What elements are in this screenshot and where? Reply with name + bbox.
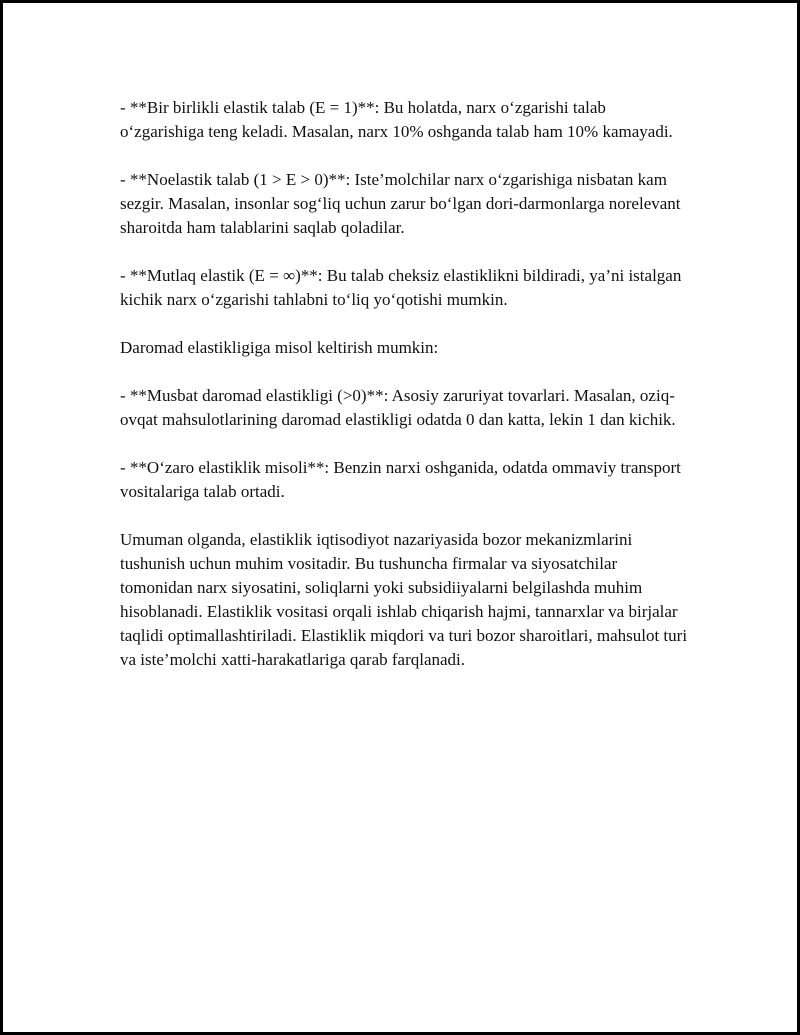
paragraph-inelastic-demand: - **Noelastik talab (1 > E > 0)**: Iste’molchilar narx o‘zgarishiga nisbatan kam sezgir. Masalan, insonlar sog‘liq uchun zarur bo‘lgan dori-darmonlarga norelevant sharoitda ham talablarini saqlab qoladilar. (120, 170, 681, 237)
document-body (120, 96, 690, 696)
paragraph-positive-income-elasticity: - **Musbat daromad elastikligi (>0)**: Asosiy zaruriyat tovarlari. Masalan, oziq-ovqat mahsulotlarining daromad elastikligi odatda 0 dan katta, lekin 1 dan kichik. (120, 386, 676, 429)
paragraph-income-elasticity-intro: Daromad elastikligiga misol keltirish mumkin: (120, 338, 439, 357)
paragraph-perfectly-elastic: - **Mutlaq elastik (E = ∞)**: Bu talab cheksiz elastiklikni bildiradi, ya’ni istalgan kichik narx o‘zgarishi tahlabni to‘liq yo‘qotishi mumkin. (120, 266, 682, 309)
paragraph-cross-elasticity: - **O‘zaro elastiklik misoli**: Benzin narxi oshganida, odatda ommaviy transport vositalariga talab ortadi. (120, 458, 681, 501)
paragraph-unit-elastic-demand: - **Bir birlikli elastik talab (E = 1)**: Bu holatda, narx o‘zgarishi talab o‘zgarishiga teng keladi. Masalan, narx 10% oshganda talab ham 10% kamayadi. (120, 98, 673, 141)
paragraph-conclusion: Umuman olganda, elastiklik iqtisodiyot nazariyasida bozor mekanizmlarini tushunish uchun muhim vositadir. Bu tushuncha firmalar va siyosatchilar tomonidan narx siyosatini, soliqlarni yoki subsidiiyalarni belgilashda muhim hisoblanadi. Elastiklik vositasi orqali ishlab chiqarish hajmi, tannarxlar va birjalar taqlidi optimallashtiriladi. Elastiklik miqdori va turi bozor sharoitlari, mahsulot turi va iste’molchi xatti-harakatlariga qarab farqlanadi. (120, 530, 688, 669)
